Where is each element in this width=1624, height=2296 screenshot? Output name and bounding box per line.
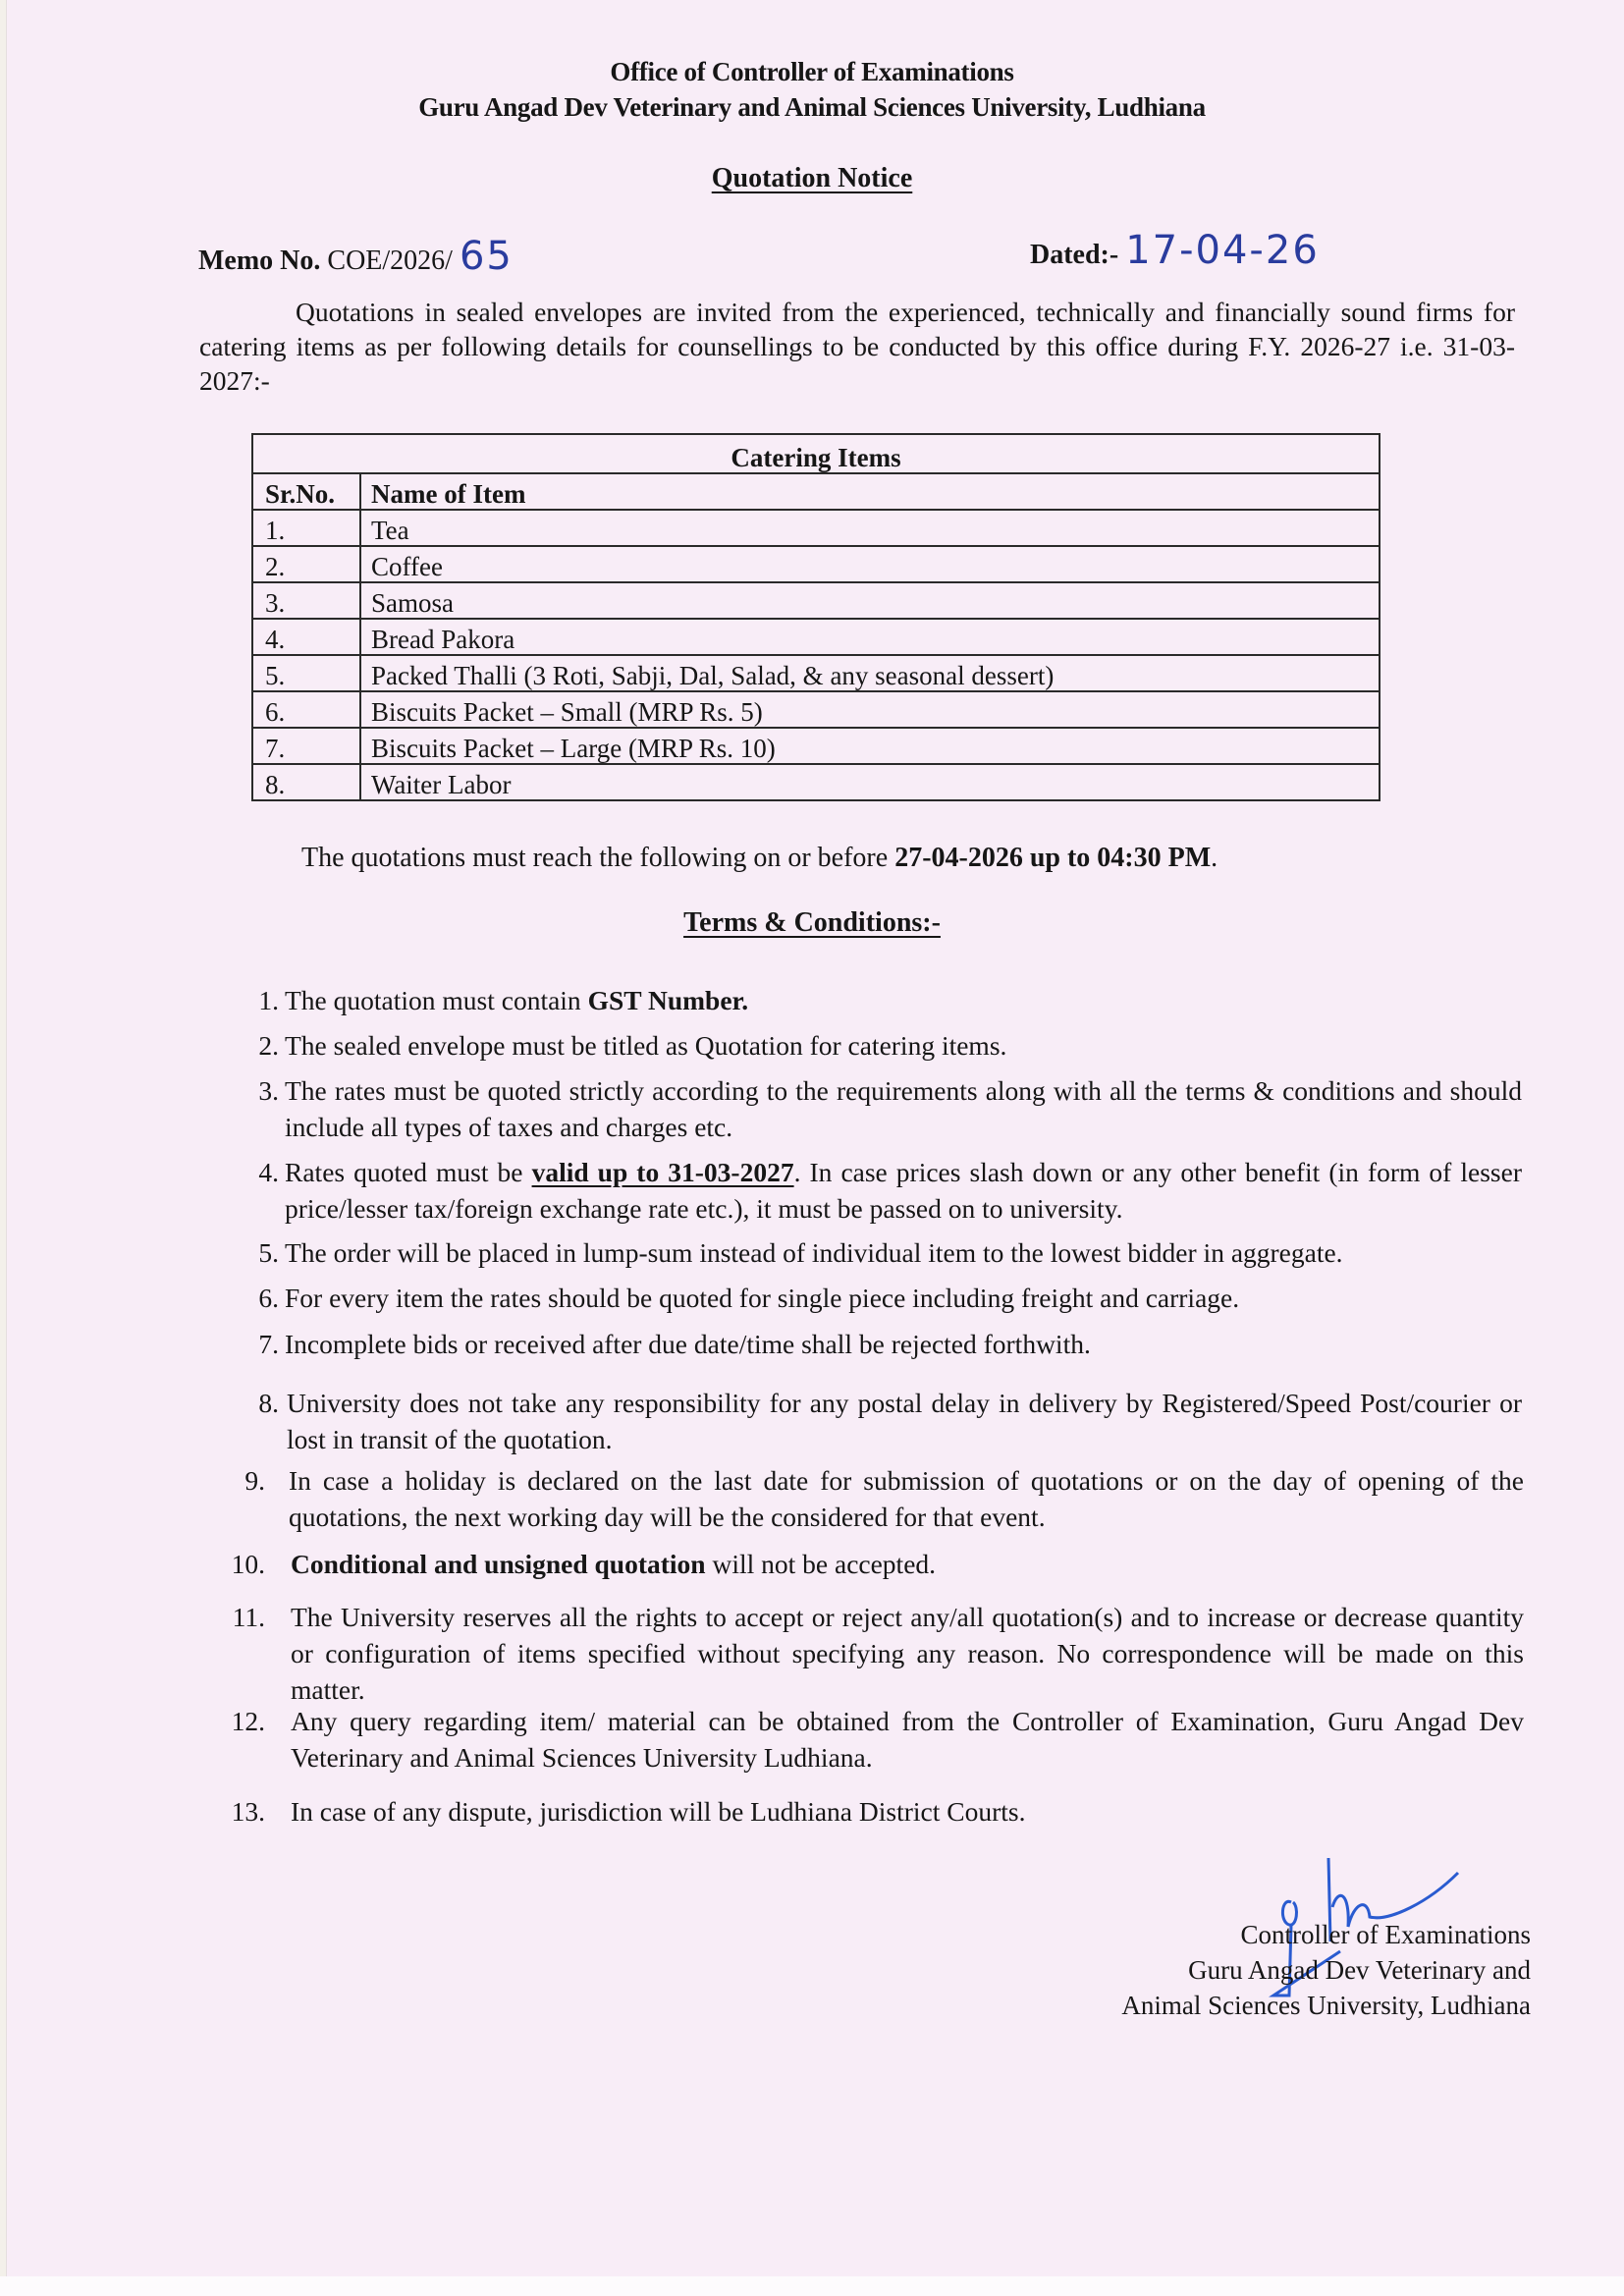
- table-row: [252, 619, 1380, 655]
- row-sr-no: 4.: [252, 619, 360, 655]
- term-text: [285, 1154, 1522, 1227]
- table-row: [252, 728, 1380, 764]
- term-text-post: . In case prices slash down or any other benefit (in form of lesser price/lesser tax/foreign exchange rate etc.), it must be passed on to university.: [285, 1157, 1522, 1224]
- term-number: 12.: [231, 1706, 265, 1736]
- term-number: 5.: [258, 1237, 279, 1268]
- header-sr-no: Sr.No.: [252, 473, 360, 510]
- row-item-name: Coffee: [360, 546, 1380, 582]
- term-text-pre: Rates quoted must be: [285, 1157, 532, 1187]
- terms-title-text: Terms & Conditions:-: [683, 907, 941, 938]
- term-number: 13.: [231, 1796, 265, 1827]
- memo-label: Memo No.: [198, 246, 321, 276]
- university-heading: Guru Angad Dev Veterinary and Animal Sciences University, Ludhiana: [418, 92, 1206, 122]
- deadline-text: The quotations must reach the following on or before: [301, 843, 895, 873]
- notice-title-text: Quotation Notice: [711, 163, 913, 193]
- signatory-title: Controller of Examinations: [1240, 1920, 1531, 1949]
- row-item-name: Waiter Labor: [360, 764, 1380, 800]
- dated: [1030, 228, 1320, 273]
- term-number: 4.: [258, 1157, 279, 1187]
- row-item-name: Tea: [360, 510, 1380, 546]
- table-caption-row: [252, 434, 1380, 473]
- term-text: [285, 1280, 1522, 1316]
- term-text: [291, 1703, 1524, 1776]
- term-number: 6.: [258, 1283, 279, 1313]
- term-number: 9.: [244, 1465, 265, 1496]
- row-item-name: Samosa: [360, 582, 1380, 619]
- term-text-pre: The sealed envelope must be titled as Quotation for catering items.: [285, 1030, 1007, 1061]
- deadline-date: 27-04-2026 up to 04:30 PM: [894, 843, 1212, 873]
- term-text-pre: The University reserves all the rights to accept or reject any/all quotation(s) and to increase or decrease quantity or configuration of items specified without specifying any reason. No correspondence will be made on this matter.: [291, 1602, 1524, 1705]
- table-row: [252, 546, 1380, 582]
- row-item-name: Biscuits Packet – Small (MRP Rs. 5): [360, 691, 1380, 728]
- row-sr-no: 7.: [252, 728, 360, 764]
- term-text-emphasis: valid up to 31-03-2027: [531, 1157, 794, 1187]
- term-text: [291, 1793, 1524, 1830]
- intro-text: Quotations in sealed envelopes are invited from the experienced, technically and financially sound firms for catering items as per following details for counsellings to be conducted by this office during F.Y. 2026-27 i.e. 31-03-2027:-: [199, 297, 1515, 396]
- table-row: [252, 655, 1380, 691]
- table-row: [252, 582, 1380, 619]
- memo-number: [198, 234, 514, 279]
- term-text-emphasis: Conditional and unsigned quotation: [291, 1549, 706, 1579]
- term-text-emphasis: GST Number.: [587, 985, 749, 1015]
- term-text-pre: Incomplete bids or received after due date/time shall be rejected forthwith.: [285, 1329, 1091, 1359]
- term-text-pre: In case a holiday is declared on the last date for submission of quotations or on the day of opening of the quotations, the next working day will be the considered for that event.: [289, 1465, 1524, 1532]
- term-text: [291, 1599, 1524, 1708]
- row-sr-no: 2.: [252, 546, 360, 582]
- term-number: 10.: [231, 1549, 265, 1579]
- row-sr-no: 1.: [252, 510, 360, 546]
- term-text: [285, 1027, 1522, 1064]
- terms-title: [0, 907, 1624, 939]
- term-text-pre: Any query regarding item/ material can be obtained from the Controller of Examination, Guru Angad Dev Veterinary and Animal Sciences University Ludhiana.: [291, 1706, 1524, 1773]
- row-item-name: Bread Pakora: [360, 619, 1380, 655]
- term-number: 8.: [258, 1388, 279, 1418]
- row-sr-no: 8.: [252, 764, 360, 800]
- office-heading: Office of Controller of Examinations: [610, 57, 1014, 86]
- signatory-university-line2: Animal Sciences University, Ludhiana: [1121, 1991, 1531, 2020]
- term-number: 3.: [258, 1075, 279, 1106]
- term-text-pre: University does not take any responsibility for any postal delay in delivery by Registered/Speed Post/courier or lost in transit of the quotation.: [287, 1388, 1522, 1454]
- term-number: 1.: [258, 985, 279, 1015]
- catering-items-table: [251, 433, 1380, 801]
- scan-edge: [0, 0, 7, 2278]
- notice-title: [0, 163, 1624, 194]
- header-item-name: Name of Item: [360, 473, 1380, 510]
- signatory-block: [1121, 1917, 1531, 2023]
- memo-handwritten-number: 65: [459, 234, 514, 279]
- deadline-end: .: [1211, 843, 1218, 873]
- scan-bottom-edge: [0, 2276, 1624, 2296]
- term-text: [289, 1462, 1524, 1535]
- term-number: 7.: [258, 1329, 279, 1359]
- table-caption: Catering Items: [252, 434, 1380, 473]
- term-text-pre: For every item the rates should be quoted for single piece including freight and carriage.: [285, 1283, 1240, 1313]
- signatory-university-line1: Guru Angad Dev Veterinary and: [1188, 1955, 1531, 1985]
- term-text: [285, 1072, 1522, 1145]
- term-number: 11.: [232, 1602, 265, 1632]
- row-item-name: Packed Thalli (3 Roti, Sabji, Dal, Salad, & any seasonal dessert): [360, 655, 1380, 691]
- submission-deadline: [301, 843, 1218, 874]
- row-item-name: Biscuits Packet – Large (MRP Rs. 10): [360, 728, 1380, 764]
- term-text-post: will not be accepted.: [705, 1549, 937, 1579]
- dated-handwritten-value: 17-04-26: [1125, 228, 1320, 273]
- term-text: [287, 1385, 1522, 1457]
- term-text-pre: In case of any dispute, jurisdiction will be Ludhiana District Courts.: [291, 1796, 1026, 1827]
- intro-paragraph: [199, 295, 1515, 398]
- table-row: [252, 691, 1380, 728]
- term-text-pre: The quotation must contain: [285, 985, 588, 1015]
- term-text: [285, 982, 1522, 1018]
- term-text-pre: The order will be placed in lump-sum instead of individual item to the lowest bidder in aggregate.: [285, 1237, 1343, 1268]
- row-sr-no: 3.: [252, 582, 360, 619]
- row-sr-no: 6.: [252, 691, 360, 728]
- table-header-row: [252, 473, 1380, 510]
- term-text: [291, 1546, 1524, 1582]
- dated-label: Dated:-: [1030, 240, 1119, 270]
- table-row: [252, 764, 1380, 800]
- term-text: [285, 1326, 1522, 1362]
- row-sr-no: 5.: [252, 655, 360, 691]
- memo-prefix: COE/2026/: [327, 246, 453, 276]
- term-text: [285, 1234, 1522, 1271]
- term-number: 2.: [258, 1030, 279, 1061]
- table-row: [252, 510, 1380, 546]
- term-text-pre: The rates must be quoted strictly according to the requirements along with all the terms & conditions and should include all types of taxes and charges etc.: [285, 1075, 1522, 1142]
